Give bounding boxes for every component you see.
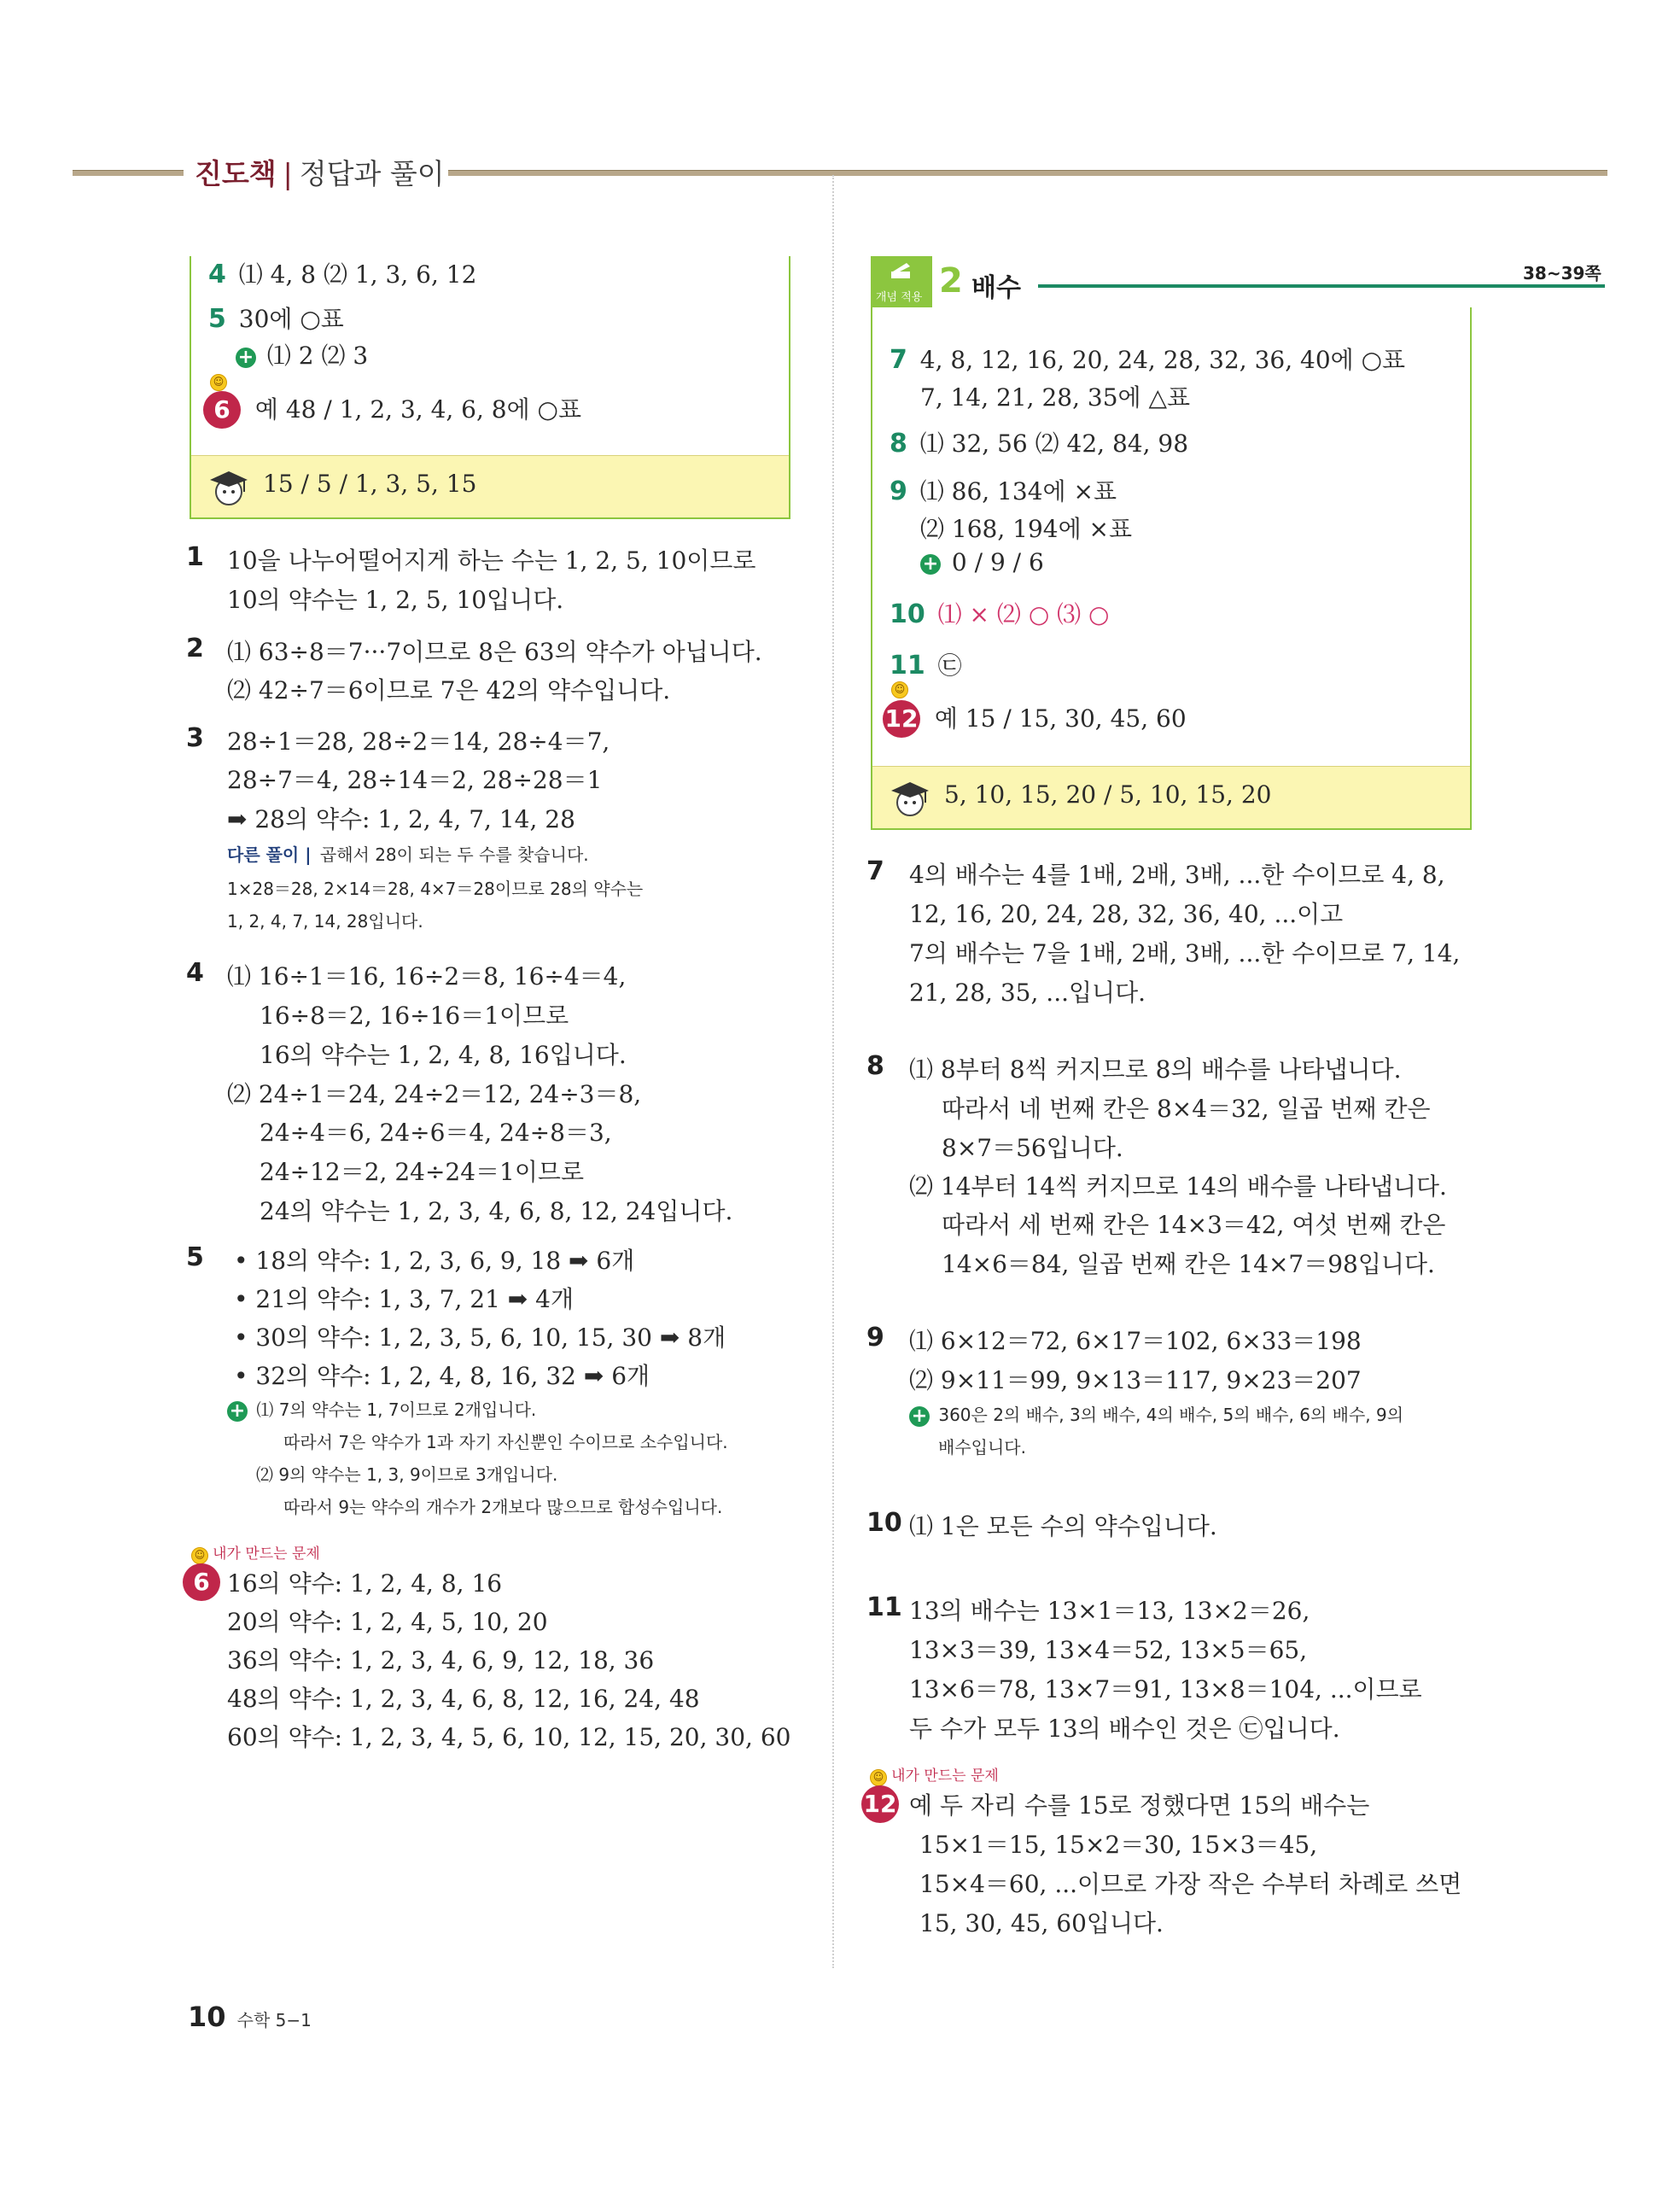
header-rule-right [448,170,1607,176]
answer-5-plus: + ⑴ 2 ⑵ 3 [236,337,368,371]
solution-3-line: 28÷7＝4, 28÷14＝2, 28÷28＝1 [227,766,603,794]
solution-7-line: 21, 28, 35, ...입니다. [909,979,1146,1007]
solution-3-line: ➡ 28의 약수: 1, 2, 4, 7, 14, 28 [227,805,575,833]
left-answer-box [190,256,790,519]
answer-4-text: ⑴ 4, 8 ⑵ 1, 3, 6, 12 [238,260,477,289]
section-pages: 38~39쪽 [1523,263,1601,283]
answer-12-badge: 12 [883,700,920,738]
right-box-footer [872,766,1470,828]
left-box-footer-text: 15 / 5 / 1, 3, 5, 15 [263,470,477,498]
right-answer-box [871,307,1472,830]
solution-12-line: 15, 30, 45, 60입니다. [919,1909,1164,1937]
solution-1-line: 10을 나누어떨어지게 하는 수는 1, 2, 5, 10이므로 [227,546,756,575]
smile-icon: ☺ [191,1547,208,1564]
solution-12-line: 예 두 자리 수를 15로 정했다면 15의 배수는 [909,1791,1370,1820]
solution-3-other-line: 1, 2, 4, 7, 14, 28입니다. [227,911,423,932]
answer-6-badge: 6 [203,391,241,429]
answer-11: 11 ㉢ [890,651,962,681]
solution-1-line: 10의 약수는 1, 2, 5, 10입니다. [227,586,564,614]
solution-9: 9 [866,1323,884,1353]
header-book: 진도책 [195,157,277,190]
other-solution-label: 다른 풀이 | [227,844,312,865]
column-divider [832,175,834,1968]
section-tag-label: 개념 적용 [876,291,923,304]
solution-12-badge: 12 [861,1785,899,1823]
answer-9-plus: + 0 / 9 / 6 [920,548,1044,576]
plus-icon: + [920,554,941,575]
footer-book: 수학 5−1 [236,2010,312,2030]
solution-12-line: 15×1＝15, 15×2＝30, 15×3＝45, [919,1831,1318,1859]
solution-3: 3 [186,723,204,753]
solution-9-line: ⑵ 9×11＝99, 9×13＝117, 9×23＝207 [909,1366,1362,1394]
solution-11-line: 13×6＝78, 13×7＝91, 13×8＝104, ...이므로 [909,1675,1422,1703]
answer-8: 8 ⑴ 32, 56 ⑵ 42, 84, 98 [890,429,1189,459]
solution-4-line: 16의 약수는 1, 2, 4, 8, 16입니다. [260,1041,627,1069]
solution-2-line: ⑴ 63÷8＝7···7이므로 8은 63의 약수가 아닙니다. [227,638,762,666]
solution-6 [183,1563,220,1601]
solution-5-line: • 18의 약수: 1, 2, 3, 6, 9, 18 ➡ 6개 [234,1247,635,1275]
solution-6-line: 20의 약수: 1, 2, 4, 5, 10, 20 [227,1608,548,1636]
solution-2-line: ⑵ 42÷7＝6이므로 7은 42의 약수입니다. [227,676,671,704]
right-section-header [871,256,1605,307]
solution-4-line: 24÷12＝2, 24÷24＝1이므로 [260,1158,585,1186]
solution-12 [861,1785,899,1823]
solution-7: 7 [866,856,884,886]
section-number: 2 [939,261,963,301]
answer-7-line: 7, 14, 21, 28, 35에 △표 [920,383,1191,412]
solution-8-line: 8×7＝56입니다. [942,1134,1123,1162]
solution-6-line: 36의 약수: 1, 2, 3, 4, 6, 9, 12, 18, 36 [227,1646,655,1674]
solution-8-line: ⑴ 8부터 8씩 커지므로 8의 배수를 나타냅니다. [909,1055,1402,1084]
solution-7-line: 7의 배수는 7을 1배, 2배, 3배, ...한 수이므로 7, 14, [909,939,1461,967]
plus-icon: + [909,1406,930,1427]
answer-9-line: ⑵ 168, 194에 ×표 [920,515,1133,543]
solution-6-line: 48의 약수: 1, 2, 3, 4, 6, 8, 12, 16, 24, 48 [227,1685,700,1713]
solution-5-plus: + ⑴ 7의 약수는 1, 7이므로 2개입니다. [227,1396,536,1422]
header-rule-left [73,170,184,176]
section-rule [1038,284,1605,288]
solution-9-plus: + 360은 2의 배수, 3의 배수, 4의 배수, 5의 배수, 6의 배수, 9의 [909,1401,1403,1427]
left-box-footer [191,455,789,517]
page-header [195,152,445,192]
answer-10: 10 ⑴ × ⑵ ○ ⑶ ○ [890,599,1110,629]
solution-5-line: • 21의 약수: 1, 3, 7, 21 ➡ 4개 [234,1285,575,1313]
plus-icon: + [227,1401,248,1422]
solution-7-line: 12, 16, 20, 24, 28, 32, 36, 40, ...이고 [909,900,1344,928]
solution-8-line: 따라서 세 번째 칸은 14×3＝42, 여섯 번째 칸은 [942,1211,1446,1239]
solution-11-line: 두 수가 모두 13의 배수인 것은 ㉢입니다. [909,1715,1340,1743]
solution-4-line: ⑴ 16÷1＝16, 16÷2＝8, 16÷4＝4, [227,962,627,990]
right-box-footer-text: 5, 10, 15, 20 / 5, 10, 15, 20 [944,780,1272,809]
solution-8-line: 따라서 네 번째 칸은 8×4＝32, 일곱 번째 칸은 [942,1095,1431,1123]
solution-1: 1 [186,542,204,572]
graduation-cap-icon [888,779,932,818]
solution-4-line: 24의 약수는 1, 2, 3, 4, 6, 8, 12, 24입니다. [260,1197,733,1225]
solution-4-line: 24÷4＝6, 24÷6＝4, 24÷8＝3, [260,1119,612,1147]
solution-3-other-line: 1×28＝28, 2×14＝28, 4×7＝28이므로 28의 약수는 [227,879,644,899]
solution-3-other: 다른 풀이 | 곱해서 28이 되는 두 수를 찾습니다. [227,844,589,865]
answer-5-text: 30에 ○표 [238,305,344,333]
solution-3-line: 28÷1＝28, 28÷2＝14, 28÷4＝7, [227,727,610,756]
answer-6-text: 예 48 / 1, 2, 3, 4, 6, 8에 ○표 [254,395,582,424]
solution-5-plus-line: ⑵ 9의 약수는 1, 3, 9이므로 3개입니다. [256,1464,558,1485]
solution-2: 2 [186,634,204,663]
section-title: 배수 [971,273,1021,303]
solution-9-line: ⑴ 6×12＝72, 6×17＝102, 6×33＝198 [909,1327,1362,1355]
solution-8-line: ⑵ 14부터 14씩 커지므로 14의 배수를 나타냅니다. [909,1172,1447,1201]
graduation-cap-icon [207,468,251,507]
header-separator: | [283,157,293,190]
solution-11-line: 13×3＝39, 13×4＝52, 13×5＝65, [909,1636,1308,1664]
solution-5-line: • 30의 약수: 1, 2, 3, 5, 6, 10, 15, 30 ➡ 8개 [234,1323,726,1352]
solution-8: 8 [866,1051,884,1081]
header-subtitle: 정답과 풀이 [299,157,445,190]
solution-6-badge: 6 [183,1563,220,1601]
answer-12: 12 예 15 / 15, 30, 45, 60 [883,700,1187,738]
solution-6-line: 16의 약수: 1, 2, 4, 8, 16 [227,1569,503,1598]
answer-5: 5 30에 ○표 [208,304,344,334]
plus-icon: + [236,348,256,368]
solution-10-line: ⑴ 1은 모든 수의 약수입니다. [909,1512,1217,1540]
smile-icon: ☺ [210,374,227,391]
solution-11-line: 13의 배수는 13×1＝13, 13×2＝26, [909,1597,1310,1625]
page-footer [188,2001,312,2033]
pencil-icon [888,260,913,283]
solution-5-plus-line: 따라서 9는 약수의 개수가 2개보다 많으므로 합성수입니다. [283,1497,723,1517]
solution-4: 4 [186,958,204,988]
answer-9: 9 ⑴ 86, 134에 ×표 [890,476,1117,506]
solution-12-tag: ☺ 내가 만드는 문제 [870,1763,999,1786]
answer-4: 4 ⑴ 4, 8 ⑵ 1, 3, 6, 12 [208,260,477,289]
answer-7: 7 4, 8, 12, 16, 20, 24, 28, 32, 36, 40에 ○표 [890,345,1406,375]
solution-5-line: • 32의 약수: 1, 2, 4, 8, 16, 32 ➡ 6개 [234,1362,650,1390]
solution-7-line: 4의 배수는 4를 1배, 2배, 3배, ...한 수이므로 4, 8, [909,861,1445,889]
solution-6-line: 60의 약수: 1, 2, 3, 4, 5, 6, 10, 12, 15, 20, 30, 60 [227,1723,791,1751]
solution-8-line: 14×6＝84, 일곱 번째 칸은 14×7＝98입니다. [942,1250,1435,1278]
solution-10: 10 [866,1508,902,1538]
solution-11: 11 [866,1592,902,1622]
solution-5-plus-line: 따라서 7은 약수가 1과 자기 자신뿐인 수이므로 소수입니다. [283,1432,728,1452]
smile-icon: ☺ [891,681,908,698]
solution-9-plus-line: 배수입니다. [938,1437,1026,1458]
page-number: 10 [188,2001,226,2033]
solution-4-line: 16÷8＝2, 16÷16＝1이므로 [260,1002,569,1030]
solution-5: 5 [186,1242,204,1272]
solution-12-line: 15×4＝60, ...이므로 가장 작은 수부터 차례로 쓰면 [919,1870,1462,1898]
solution-4-line: ⑵ 24÷1＝24, 24÷2＝12, 24÷3＝8, [227,1080,642,1108]
solution-6-tag: ☺ 내가 만드는 문제 [191,1541,320,1564]
smile-icon: ☺ [870,1769,887,1786]
section-tag [871,256,932,307]
answer-6 [203,391,581,429]
